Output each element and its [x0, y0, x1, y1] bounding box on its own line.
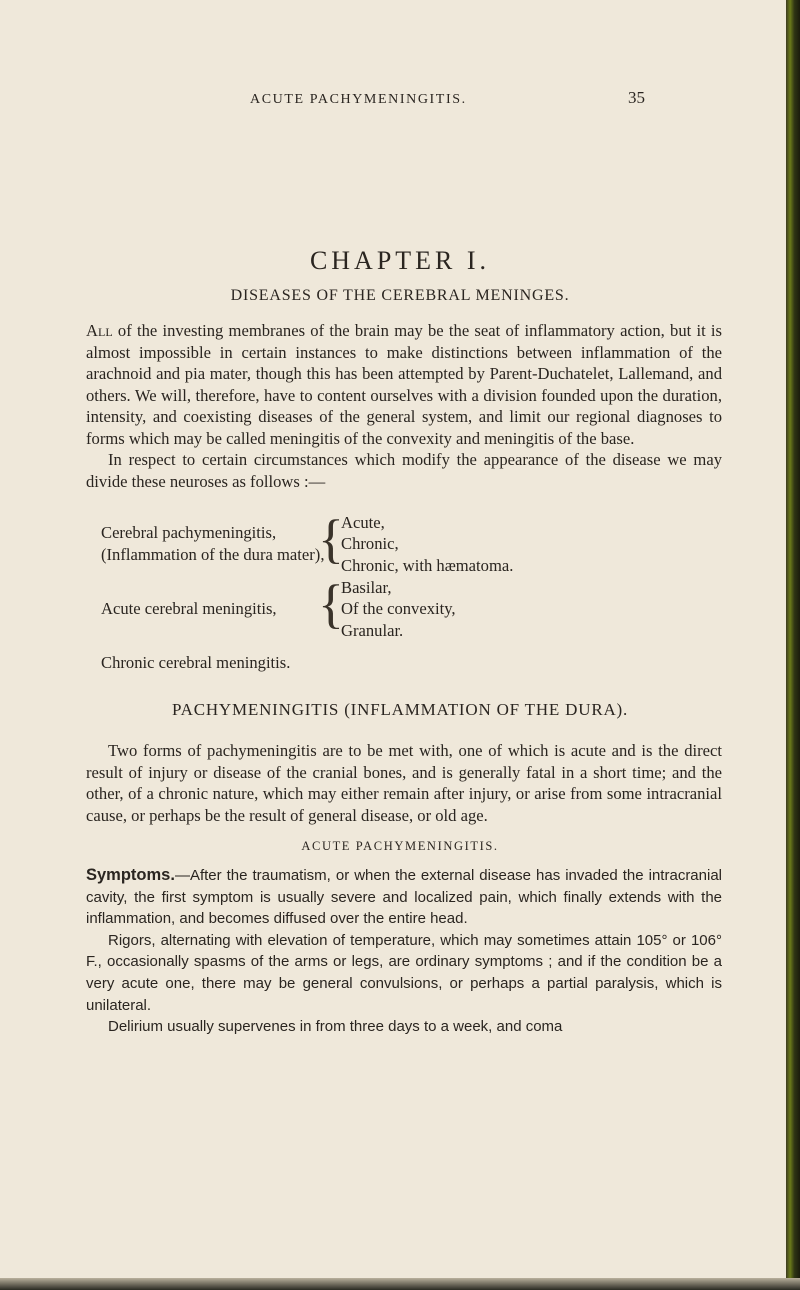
- symptoms-paragraph-3: Delirium usually supervenes in from three days to a week, and coma: [108, 1018, 563, 1036]
- group2-option-3: Granular.: [341, 621, 404, 640]
- chapter-subtitle: DISEASES OF THE CEREBRAL MENINGES.: [230, 287, 570, 304]
- group1-brace: {: [318, 509, 344, 569]
- symptoms-paragraph-1-rest: —After the traumatism, or when the external disease has invaded the intracranial cavity, the first symptom is usually severe and localized pain, which finally extends with the inflammation, and becomes diffused over the entire head.: [86, 867, 722, 928]
- page-number: 35: [628, 88, 645, 107]
- bottom-shadow: [0, 1278, 800, 1290]
- group1-option-2: Chronic,: [341, 534, 399, 553]
- intro-paragraph-1: [86, 320, 722, 449]
- section-heading: PACHYMENINGITIS (INFLAMMATION OF THE DURA).: [171, 700, 629, 719]
- group1-label-line2: (Inflammation of the dura mater),: [101, 545, 325, 564]
- intro-first-word: All: [86, 321, 113, 340]
- group1-option-3: Chronic, with hæmatoma.: [341, 556, 514, 575]
- book-page-edge: [786, 0, 800, 1290]
- symptoms-paragraph-2: Rigors, alternating with elevation of temperature, which may sometimes attain 105° or 106° F., occasionally spasms of the arms or legs, are ordinary symptoms ; and if the condition be a very acute one, there may be general convulsions, or perhaps a partial paralysis, which is unilateral.: [86, 931, 722, 1014]
- group3-label: Chronic cerebral meningitis.: [101, 653, 291, 672]
- intro-text: [86, 320, 722, 492]
- group1-label-line1: Cerebral pachymeningitis,: [101, 523, 277, 542]
- group2-label: Acute cerebral meningitis,: [101, 599, 277, 618]
- group2-brace: {: [318, 574, 344, 634]
- symptoms-text: [86, 865, 722, 1038]
- running-head: ACUTE PACHYMENINGITIS.: [250, 92, 467, 107]
- chapter-title: CHAPTER I.: [309, 246, 491, 275]
- symptoms-lead: Symptoms.: [86, 866, 175, 884]
- intro-paragraph-2: In respect to certain circumstances which modify the appearance of the disease we may divide these neuroses as follows :—: [86, 450, 722, 491]
- group1-option-1: Acute,: [341, 513, 385, 532]
- intro-paragraph-1-rest: of the investing membranes of the brain may be the seat of inflammatory action, but it is almost impossible in certain instances to make distinctions between inflammation of the arachnoid and pia mater, though this has been attempted by Parent-Duchatelet, Lallemand, and others. We will, therefore, have to content ourselves with a division founded upon the duration, intensity, and coexisting diseases of the general system, and limit our regional diagnoses to forms which may be called meningitis of the convexity and meningitis of the base.: [86, 321, 722, 448]
- subsection-heading: ACUTE PACHYMENINGITIS.: [301, 839, 499, 853]
- group2-option-1: Basilar,: [341, 578, 392, 597]
- symptoms-paragraph-1: [86, 865, 722, 930]
- group2-option-2: Of the convexity,: [341, 599, 456, 618]
- section-text: [86, 740, 722, 826]
- section-paragraph: Two forms of pachymeningitis are to be met with, one of which is acute and is the direct result of injury or disease of the cranial bones, and is generally fatal in a short time; and the other, of a chronic nature, which may either remain after injury, or arise from some intracranial cause, or perhaps be the result of general disease, or old age.: [86, 741, 722, 825]
